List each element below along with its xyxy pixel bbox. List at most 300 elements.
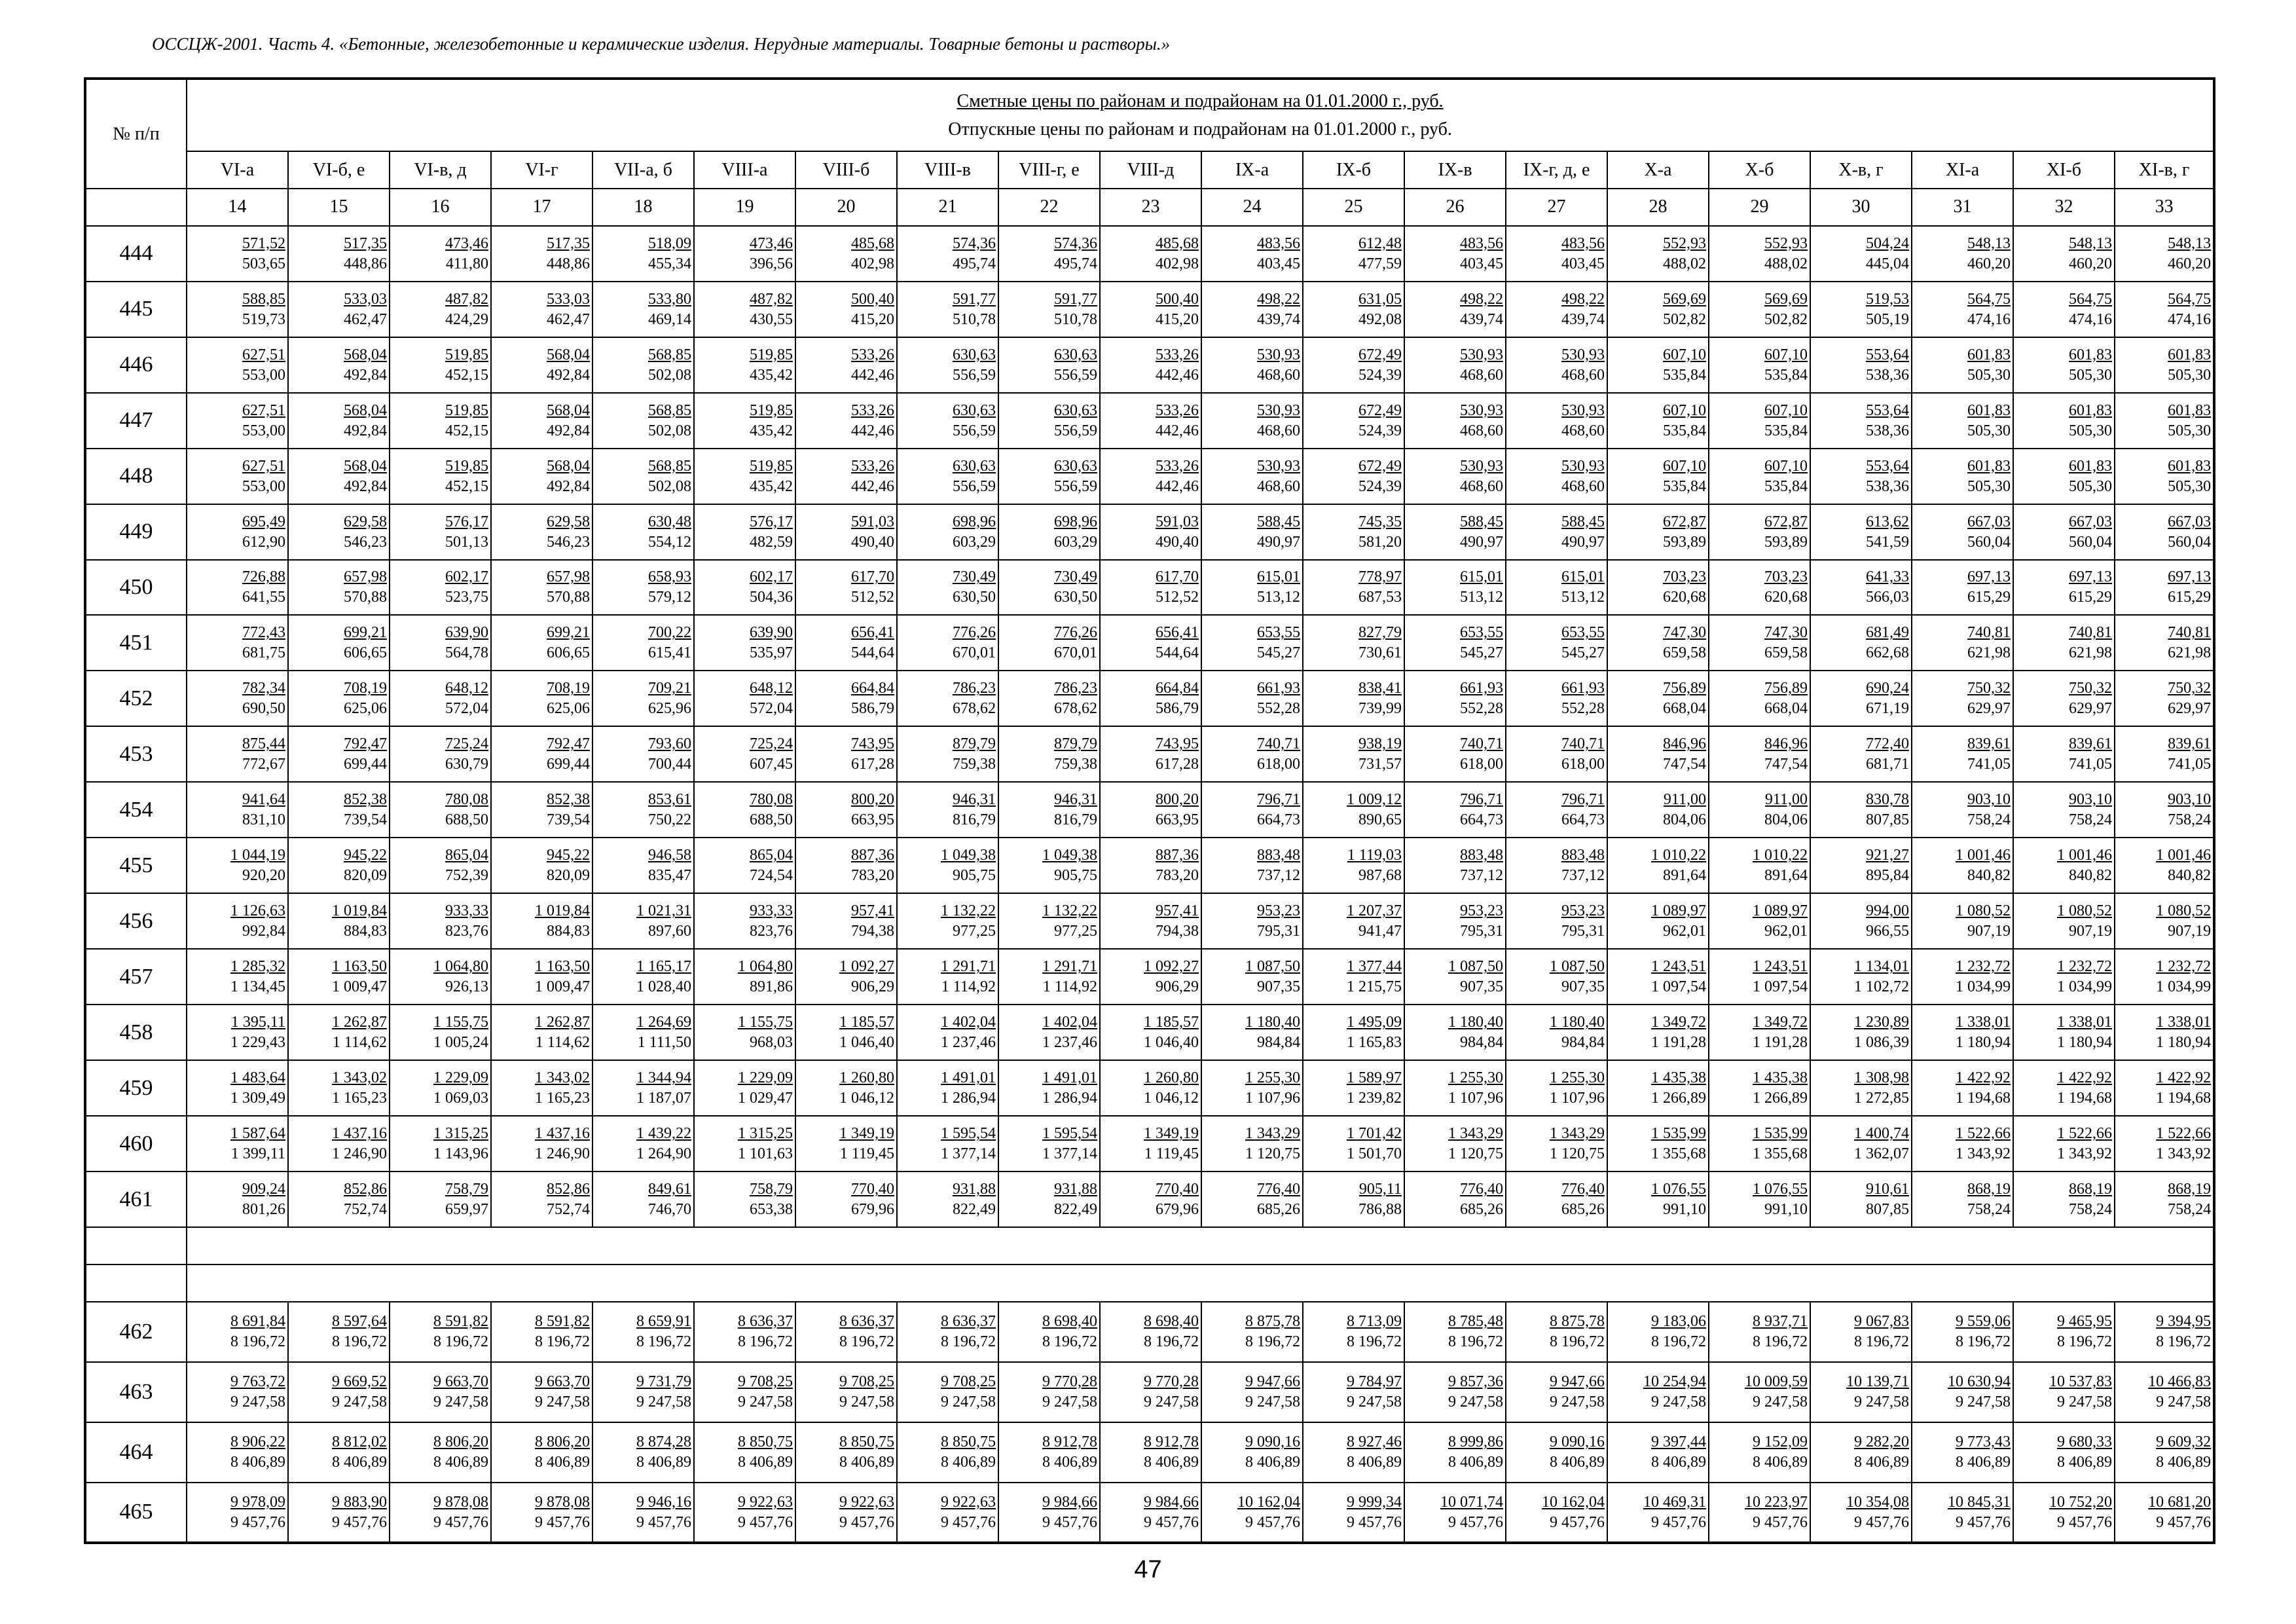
price-cell <box>1404 1362 1506 1422</box>
price-cell <box>390 449 491 504</box>
price-cell <box>1607 1483 1709 1543</box>
price-cell <box>998 1060 1100 1116</box>
release-price: 8 406,89 <box>2156 1454 2212 1471</box>
estimate-price: 743,95 <box>1156 735 1199 753</box>
price-cell <box>795 893 897 949</box>
price-cell <box>2115 282 2214 337</box>
price-cell <box>1404 1116 1506 1172</box>
column-number: 20 <box>795 189 897 226</box>
estimate-price: 1 232,72 <box>2057 958 2112 976</box>
release-price-title: Отпускные цены по районам и подрайонам на 01.01.2000 г., руб. <box>948 119 1452 140</box>
price-cell <box>1303 1422 1404 1483</box>
estimate-price: 1 180,40 <box>1245 1014 1300 1031</box>
release-price: 396,56 <box>750 255 793 272</box>
estimate-price: 1 044,19 <box>230 847 285 864</box>
estimate-price: 601,83 <box>1967 401 2011 419</box>
estimate-price: 776,40 <box>1257 1181 1300 1198</box>
release-price: 1 266,89 <box>1753 1090 1808 1107</box>
release-price: 804,06 <box>1764 811 1808 829</box>
price-cell <box>1607 393 1709 449</box>
price-cell <box>187 1005 288 1060</box>
estimate-price: 9 663,70 <box>433 1373 488 1391</box>
release-price: 9 457,76 <box>230 1513 285 1531</box>
estimate-price: 9 090,16 <box>1550 1433 1605 1451</box>
estimate-price: 699,21 <box>547 624 590 642</box>
estimate-price: 1 349,19 <box>839 1125 894 1143</box>
price-cell <box>1810 337 1912 393</box>
price-cell <box>694 1005 795 1060</box>
price-cell <box>1303 560 1404 616</box>
release-price: 1 107,96 <box>1550 1090 1605 1107</box>
price-cell <box>1100 671 1201 726</box>
estimate-price: 568,04 <box>547 457 590 475</box>
release-price: 612,90 <box>242 533 285 551</box>
estimate-price: 607,10 <box>1764 401 1808 419</box>
price-cell <box>1100 893 1201 949</box>
price-cell <box>491 671 592 726</box>
release-price: 629,97 <box>2069 700 2112 718</box>
release-price: 8 196,72 <box>1042 1333 1097 1351</box>
estimate-price: 745,35 <box>1358 513 1402 530</box>
estimate-price: 750,32 <box>2168 680 2212 697</box>
release-price: 9 247,58 <box>2156 1393 2212 1411</box>
price-cell <box>187 1483 288 1543</box>
row-number: 461 <box>85 1172 187 1227</box>
price-cell <box>1709 560 1810 616</box>
estimate-price: 517,35 <box>547 234 590 252</box>
price-cell <box>998 615 1100 671</box>
column-number: 17 <box>491 189 592 226</box>
release-price: 891,86 <box>750 978 793 996</box>
estimate-price: 1 344,94 <box>636 1069 691 1087</box>
estimate-price: 839,61 <box>2069 735 2112 753</box>
release-price: 1 180,94 <box>1956 1034 2011 1052</box>
column-number: 14 <box>187 189 288 226</box>
estimate-price: 576,17 <box>445 513 488 530</box>
price-cell <box>1810 1172 1912 1227</box>
estimate-price: 1 076,55 <box>1651 1181 1706 1198</box>
price-cell <box>2115 1172 2214 1227</box>
price-cell <box>2115 1483 2214 1543</box>
price-cell <box>288 726 390 782</box>
release-price: 9 247,58 <box>1448 1393 1503 1411</box>
estimate-price: 1 064,80 <box>738 958 793 976</box>
price-cell <box>187 504 288 560</box>
estimate-price: 910,61 <box>1866 1181 1909 1198</box>
release-price: 538,36 <box>1866 477 1909 495</box>
price-cell <box>1912 449 2013 504</box>
estimate-price: 483,56 <box>1561 234 1605 252</box>
price-cell <box>1607 838 1709 893</box>
estimate-price: 800,20 <box>1156 791 1199 809</box>
estimate-price: 1 010,22 <box>1651 847 1706 864</box>
estimate-price: 601,83 <box>1967 457 2011 475</box>
estimate-price: 9 773,43 <box>1956 1433 2011 1451</box>
release-price: 1 286,94 <box>941 1090 996 1107</box>
price-cell <box>1912 1060 2013 1116</box>
estimate-price: 591,03 <box>1156 513 1199 530</box>
estimate-price: 865,04 <box>445 847 488 864</box>
estimate-price: 1 232,72 <box>2156 958 2212 976</box>
region-header: IX-г, д, е <box>1506 151 1607 189</box>
price-cell <box>1506 1060 1607 1116</box>
release-price: 820,09 <box>547 867 590 885</box>
release-price: 490,97 <box>1561 533 1605 551</box>
estimate-price: 10 254,94 <box>1643 1373 1706 1391</box>
release-price: 9 457,76 <box>636 1513 691 1531</box>
release-price: 758,24 <box>2168 811 2212 829</box>
estimate-price: 9 708,25 <box>839 1373 894 1391</box>
price-cell <box>694 1302 795 1362</box>
price-cell <box>491 504 592 560</box>
release-price: 629,97 <box>1967 700 2011 718</box>
estimate-price: 911,00 <box>1663 791 1706 809</box>
release-price: 442,46 <box>851 477 894 495</box>
release-price: 795,31 <box>1460 923 1503 940</box>
release-price: 553,00 <box>242 366 285 384</box>
release-price: 581,20 <box>1358 533 1402 551</box>
release-price: 9 457,76 <box>1245 1513 1300 1531</box>
price-cell <box>1506 504 1607 560</box>
release-price: 1 180,94 <box>2057 1034 2112 1052</box>
release-price: 435,42 <box>750 477 793 495</box>
release-price: 840,82 <box>2069 867 2112 885</box>
estimate-price: 852,38 <box>344 791 387 809</box>
release-price: 807,85 <box>1866 811 1909 829</box>
release-price: 8 406,89 <box>941 1454 996 1471</box>
estimate-price: 946,58 <box>648 847 691 864</box>
release-price: 8 406,89 <box>1448 1454 1503 1471</box>
release-price: 553,00 <box>242 477 285 495</box>
price-cell <box>1912 282 2013 337</box>
release-price: 618,00 <box>1257 756 1300 773</box>
estimate-price: 9 708,25 <box>738 1373 793 1391</box>
estimate-price: 615,01 <box>1460 568 1503 586</box>
estimate-price: 629,58 <box>344 513 387 530</box>
release-price: 490,97 <box>1257 533 1300 551</box>
release-price: 9 457,76 <box>1550 1513 1605 1531</box>
release-price: 668,04 <box>1663 700 1706 718</box>
release-price: 9 457,76 <box>332 1513 387 1531</box>
estimate-price: 648,12 <box>445 680 488 697</box>
estimate-price: 700,22 <box>648 624 691 642</box>
column-number: 15 <box>288 189 390 226</box>
region-header: VII-а, б <box>592 151 694 189</box>
price-cell <box>1506 282 1607 337</box>
price-cell <box>2115 1060 2214 1116</box>
price-cell <box>1100 560 1201 616</box>
estimate-price: 601,83 <box>2069 401 2112 419</box>
price-cell <box>2013 1172 2115 1227</box>
estimate-price: 1 701,42 <box>1347 1125 1402 1143</box>
table-row <box>85 1060 2214 1116</box>
table-body <box>85 79 2214 1543</box>
price-cell <box>1201 282 1303 337</box>
price-cell <box>1201 393 1303 449</box>
price-cell <box>2115 1116 2214 1172</box>
estimate-price: 588,45 <box>1561 513 1605 530</box>
estimate-price: 758,79 <box>750 1181 793 1198</box>
release-price: 505,30 <box>2168 422 2212 439</box>
row-number: 452 <box>85 671 187 726</box>
release-price: 739,54 <box>547 811 590 829</box>
column-number: 27 <box>1506 189 1607 226</box>
price-table <box>84 77 2215 1544</box>
release-price: 783,20 <box>1156 867 1199 885</box>
price-cell <box>1404 615 1506 671</box>
price-cell <box>897 782 998 838</box>
release-price: 741,05 <box>2168 756 2212 773</box>
estimate-price: 553,64 <box>1866 346 1909 363</box>
estimate-price: 796,71 <box>1460 791 1503 809</box>
estimate-price: 607,10 <box>1663 346 1706 363</box>
price-cell <box>390 1483 491 1543</box>
estimate-price: 8 927,46 <box>1347 1433 1402 1451</box>
release-price: 556,59 <box>1054 366 1097 384</box>
estimate-price: 1 243,51 <box>1753 958 1808 976</box>
estimate-price: 839,61 <box>2168 735 2212 753</box>
price-cell <box>2013 949 2115 1005</box>
release-price: 688,50 <box>445 811 488 829</box>
price-cell <box>390 1302 491 1362</box>
estimate-price: 703,23 <box>1663 568 1706 586</box>
estimate-price: 1 229,09 <box>433 1069 488 1087</box>
release-price: 1 134,45 <box>230 978 285 996</box>
price-cell <box>1607 226 1709 282</box>
estimate-price: 957,41 <box>1156 902 1199 920</box>
release-price: 462,47 <box>547 310 590 328</box>
estimate-price: 903,10 <box>1967 791 2011 809</box>
estimate-price: 1 019,84 <box>332 902 387 920</box>
price-cell <box>1709 949 1810 1005</box>
price-cell <box>1810 949 1912 1005</box>
release-price: 1 034,99 <box>1956 978 2011 996</box>
estimate-price: 1 349,72 <box>1651 1014 1706 1031</box>
estimate-price: 568,85 <box>648 346 691 363</box>
estimate-price: 1 535,99 <box>1651 1125 1706 1143</box>
price-cell <box>1912 615 2013 671</box>
estimate-price: 1 338,01 <box>1956 1014 2011 1031</box>
price-cell <box>1404 726 1506 782</box>
estimate-price: 591,77 <box>953 290 996 308</box>
column-number: 33 <box>2115 189 2214 226</box>
price-cell <box>1506 1483 1607 1543</box>
price-cell <box>1506 1422 1607 1483</box>
release-price: 625,06 <box>547 700 590 718</box>
price-cell <box>998 726 1100 782</box>
release-price: 1 114,92 <box>941 978 996 996</box>
release-price: 621,98 <box>2069 644 2112 662</box>
estimate-price: 938,19 <box>1358 735 1402 753</box>
estimate-price: 909,24 <box>242 1181 285 1198</box>
estimate-price: 483,56 <box>1460 234 1503 252</box>
release-price: 688,50 <box>750 811 793 829</box>
release-price: 9 247,58 <box>1144 1393 1199 1411</box>
estimate-price: 9 152,09 <box>1753 1433 1808 1451</box>
estimate-price: 792,47 <box>344 735 387 753</box>
price-cell <box>694 1172 795 1227</box>
price-cell <box>592 1060 694 1116</box>
estimate-price: 500,40 <box>1156 290 1199 308</box>
price-cell <box>795 1060 897 1116</box>
price-cell <box>1709 504 1810 560</box>
release-price: 737,12 <box>1561 867 1605 885</box>
price-cell <box>288 1302 390 1362</box>
price-cell <box>288 1483 390 1543</box>
price-cell <box>1201 1302 1303 1362</box>
release-price: 460,20 <box>1967 255 2011 272</box>
price-cell <box>1912 1483 2013 1543</box>
release-price: 1 046,12 <box>1144 1090 1199 1107</box>
estimate-price: 630,63 <box>953 457 996 475</box>
row-number: 463 <box>85 1362 187 1422</box>
estimate-price: 1 229,09 <box>738 1069 793 1087</box>
price-cell <box>592 337 694 393</box>
release-price: 1 246,90 <box>332 1145 387 1163</box>
release-price: 544,64 <box>1156 644 1199 662</box>
price-cell <box>795 1362 897 1422</box>
price-cell <box>1810 1483 1912 1543</box>
price-cell <box>288 449 390 504</box>
price-cell <box>2115 671 2214 726</box>
release-price: 468,60 <box>1257 477 1300 495</box>
release-price: 502,08 <box>648 366 691 384</box>
row-number: 465 <box>85 1483 187 1543</box>
table-row <box>85 1362 2214 1422</box>
estimate-price: 602,17 <box>445 568 488 586</box>
price-cell <box>592 1116 694 1172</box>
price-cell <box>795 1005 897 1060</box>
estimate-price: 846,96 <box>1663 735 1706 753</box>
price-cell <box>1404 282 1506 337</box>
estimate-price: 776,40 <box>1561 1181 1605 1198</box>
estimate-price: 1 264,69 <box>636 1014 691 1031</box>
release-price: 816,79 <box>1054 811 1097 829</box>
table-row <box>85 893 2214 949</box>
price-cell <box>1607 1116 1709 1172</box>
estimate-price: 1 535,99 <box>1753 1125 1808 1143</box>
price-cell <box>897 949 998 1005</box>
price-cell <box>897 393 998 449</box>
price-cell <box>592 1362 694 1422</box>
estimate-price: 607,10 <box>1764 457 1808 475</box>
release-price: 8 406,89 <box>332 1454 387 1471</box>
estimate-price: 1 064,80 <box>433 958 488 976</box>
release-price: 439,74 <box>1460 310 1503 328</box>
release-price: 535,84 <box>1663 422 1706 439</box>
blank-cell <box>187 1264 2214 1302</box>
table-row <box>85 393 2214 449</box>
release-price: 1 046,40 <box>839 1034 894 1052</box>
region-header: XI-а <box>1912 151 2013 189</box>
price-cell <box>592 1005 694 1060</box>
estimate-price: 8 591,82 <box>433 1313 488 1331</box>
price-cell <box>491 337 592 393</box>
release-price: 460,20 <box>2069 255 2112 272</box>
release-price: 1 377,14 <box>1042 1145 1097 1163</box>
release-price: 9 457,76 <box>738 1513 793 1531</box>
price-cell <box>1709 671 1810 726</box>
release-price: 984,84 <box>1561 1034 1605 1052</box>
price-cell <box>795 1172 897 1227</box>
price-cell <box>897 838 998 893</box>
release-price: 8 196,72 <box>1550 1333 1605 1351</box>
region-header: VI-б, е <box>288 151 390 189</box>
price-cell <box>2115 1422 2214 1483</box>
price-cell <box>1201 1483 1303 1543</box>
estimate-price: 1 315,25 <box>738 1125 793 1143</box>
release-price: 442,46 <box>1156 366 1199 384</box>
estimate-price: 1 180,40 <box>1448 1014 1503 1031</box>
release-price: 519,73 <box>242 310 285 328</box>
estimate-price: 730,49 <box>1054 568 1097 586</box>
release-price: 8 196,72 <box>1956 1333 2011 1351</box>
estimate-price: 8 591,82 <box>535 1313 590 1331</box>
price-cell <box>1607 671 1709 726</box>
price-cell <box>1404 1483 1506 1543</box>
release-price: 553,00 <box>242 422 285 439</box>
release-price: 452,15 <box>445 366 488 384</box>
price-cell <box>288 671 390 726</box>
price-cell <box>390 615 491 671</box>
release-price: 617,28 <box>1156 756 1199 773</box>
release-price: 566,03 <box>1866 589 1909 606</box>
price-cell <box>592 726 694 782</box>
release-price: 505,30 <box>1967 477 2011 495</box>
estimate-price: 8 636,37 <box>839 1313 894 1331</box>
release-price: 992,84 <box>242 923 285 940</box>
estimate-price: 9 397,44 <box>1651 1433 1706 1451</box>
price-cell <box>1912 560 2013 616</box>
estimate-price: 9 559,06 <box>1956 1313 2011 1331</box>
estimate-price: 552,93 <box>1764 234 1808 252</box>
release-price: 1 046,12 <box>839 1090 894 1107</box>
release-price: 505,30 <box>2069 477 2112 495</box>
release-price: 9 247,58 <box>230 1393 285 1411</box>
price-cell <box>998 1116 1100 1172</box>
price-cell <box>2115 393 2214 449</box>
estimate-price: 657,98 <box>547 568 590 586</box>
price-cell <box>1201 1362 1303 1422</box>
price-cell <box>390 782 491 838</box>
estimate-price: 1 132,22 <box>1042 902 1097 920</box>
release-price: 907,19 <box>1967 923 2011 940</box>
price-cell <box>1201 782 1303 838</box>
estimate-price: 1 522,66 <box>2057 1125 2112 1143</box>
price-cell <box>2115 1005 2214 1060</box>
estimate-price: 1 243,51 <box>1651 958 1706 976</box>
price-cell <box>1607 504 1709 560</box>
price-cell <box>1607 782 1709 838</box>
estimate-price: 530,93 <box>1460 346 1503 363</box>
price-cell <box>694 893 795 949</box>
price-cell <box>1607 726 1709 782</box>
estimate-price: 485,68 <box>1156 234 1199 252</box>
release-price: 8 196,72 <box>2057 1333 2112 1351</box>
release-price: 822,49 <box>1054 1201 1097 1219</box>
price-cell <box>1303 1172 1404 1227</box>
estimate-price: 1 343,02 <box>332 1069 387 1087</box>
release-price: 664,73 <box>1561 811 1605 829</box>
release-price: 535,84 <box>1764 477 1808 495</box>
price-cell <box>795 282 897 337</box>
price-cell <box>1506 838 1607 893</box>
release-price: 1 034,99 <box>2057 978 2112 996</box>
estimate-price: 1 395,11 <box>230 1014 285 1031</box>
price-cell <box>1100 393 1201 449</box>
release-price: 1 009,47 <box>535 978 590 996</box>
region-header: VIII-д <box>1100 151 1201 189</box>
